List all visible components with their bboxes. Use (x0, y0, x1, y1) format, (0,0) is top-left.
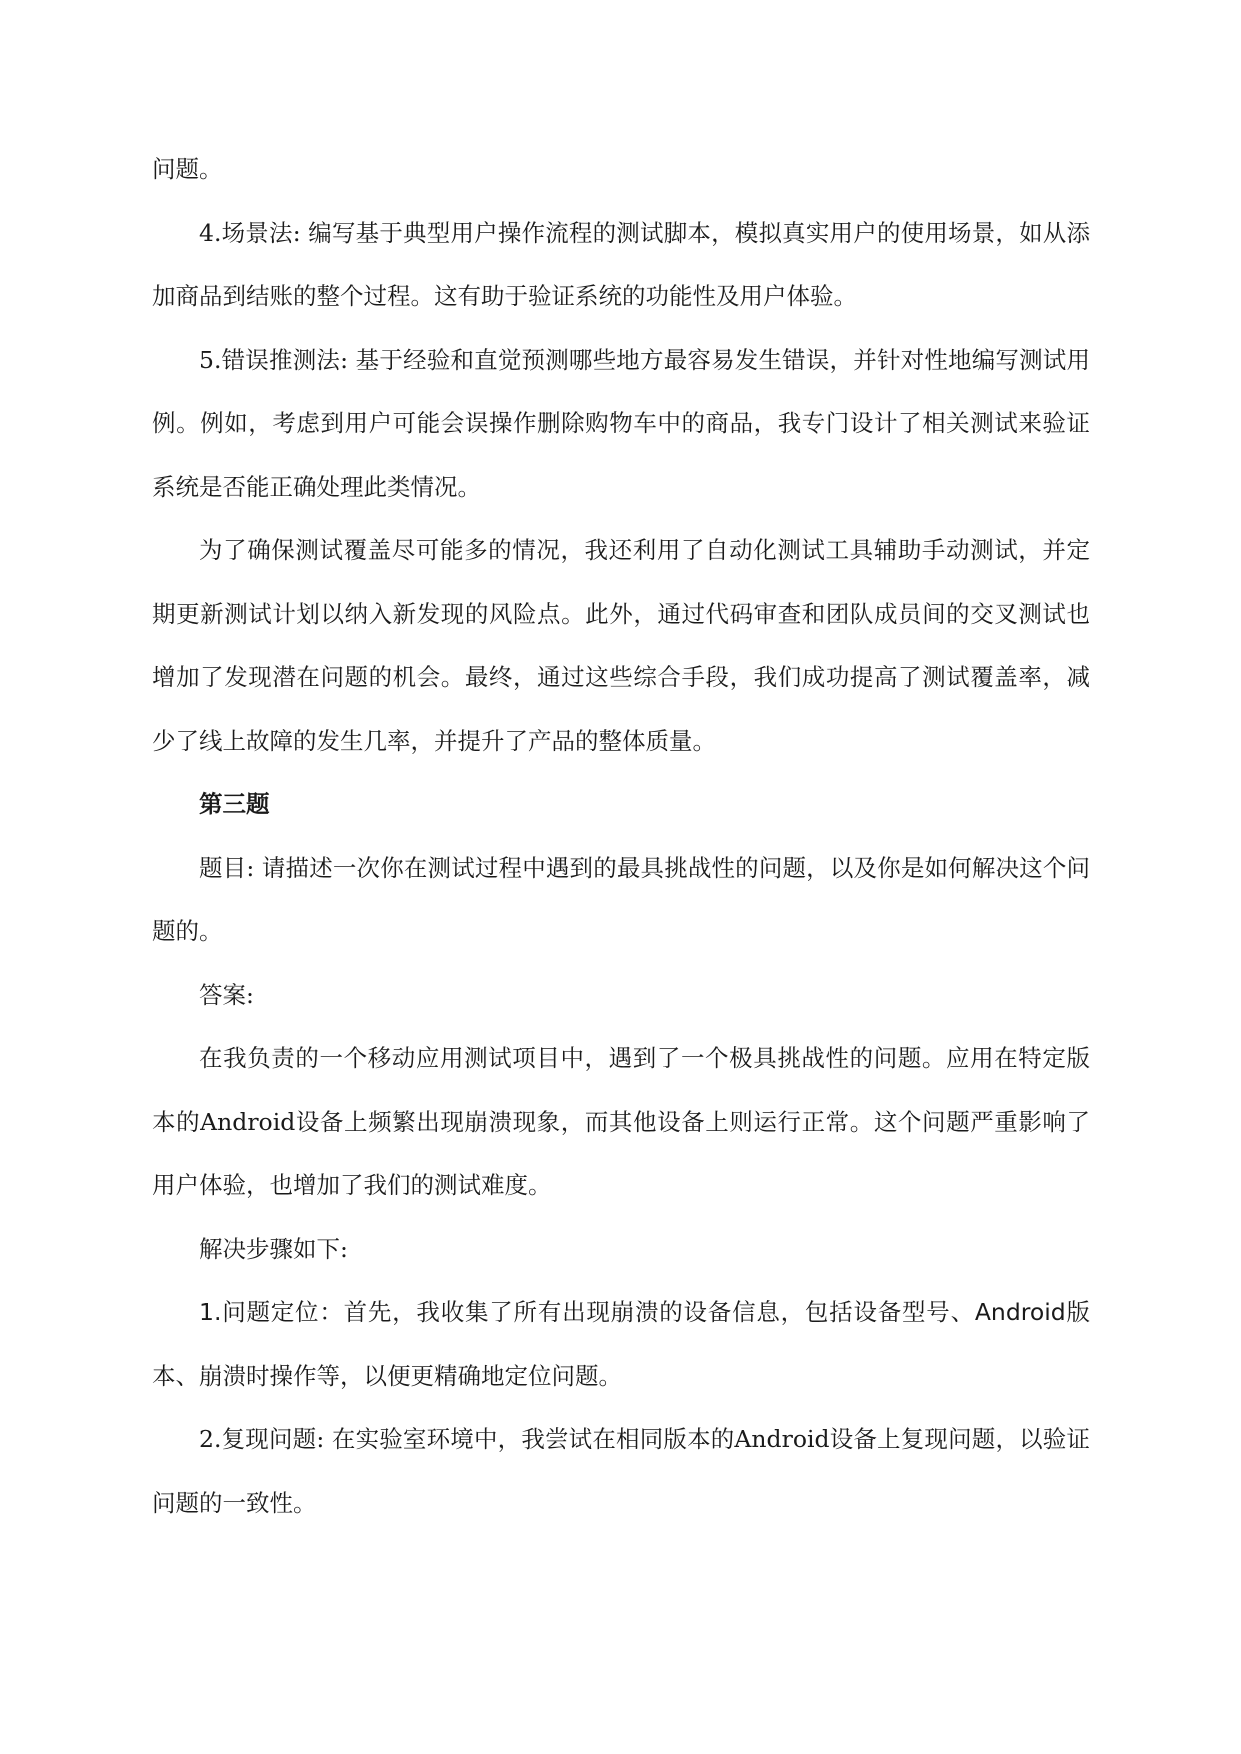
paragraph-answer-intro: 在我负责的一个移动应用测试项目中，遇到了一个极具挑战性的问题。应用在特定版本的Android设备上频繁出现崩溃现象，而其他设备上则运行正常。这个问题严重影响了用户体验，也增加了我们的测试难度。 (152, 1044, 1090, 1199)
paragraph-step-locate: 1.问题定位：首先，我收集了所有出现崩溃的设备信息，包括设备型号、Android版本、崩溃时操作等，以便更精确地定位问题。 (152, 1298, 1090, 1390)
section-heading: 第三题 (199, 790, 270, 818)
paragraph-continuation: 问题。 (152, 155, 223, 183)
paragraph-question: 题目: 请描述一次你在测试过程中遇到的最具挑战性的问题，以及你是如何解决这个问题的。 (152, 853, 1090, 945)
paragraph-scenario-method: 4.场景法: 编写基于典型用户操作流程的测试脚本，模拟真实用户的使用场景，如从添加商品到结账的整个过程。这有助于验证系统的功能性及用户体验。 (152, 218, 1090, 310)
paragraph-step-reproduce: 2.复现问题: 在实验室环境中，我尝试在相同版本的Android设备上复现问题，以验证问题的一致性。 (152, 1425, 1090, 1517)
paragraph-error-guessing: 5.错误推测法: 基于经验和直觉预测哪些地方最容易发生错误，并针对性地编写测试用例。例如，考虑到用户可能会误操作删除购物车中的商品，我专门设计了相关测试来验证系统是否能正确处理此类情况。 (152, 345, 1090, 501)
paragraph-answer-label: 答案: (199, 980, 254, 1009)
document-body (152, 138, 1090, 1535)
paragraph-steps-label: 解决步骤如下: (199, 1234, 348, 1263)
paragraph-coverage-summary: 为了确保测试覆盖尽可能多的情况，我还利用了自动化测试工具辅助手动测试，并定期更新测试计划以纳入新发现的风险点。此外，通过代码审查和团队成员间的交叉测试也增加了发现潜在问题的机会。最终，通过这些综合手段，我们成功提高了测试覆盖率，减少了线上故障的发生几率，并提升了产品的整体质量。 (152, 536, 1090, 755)
